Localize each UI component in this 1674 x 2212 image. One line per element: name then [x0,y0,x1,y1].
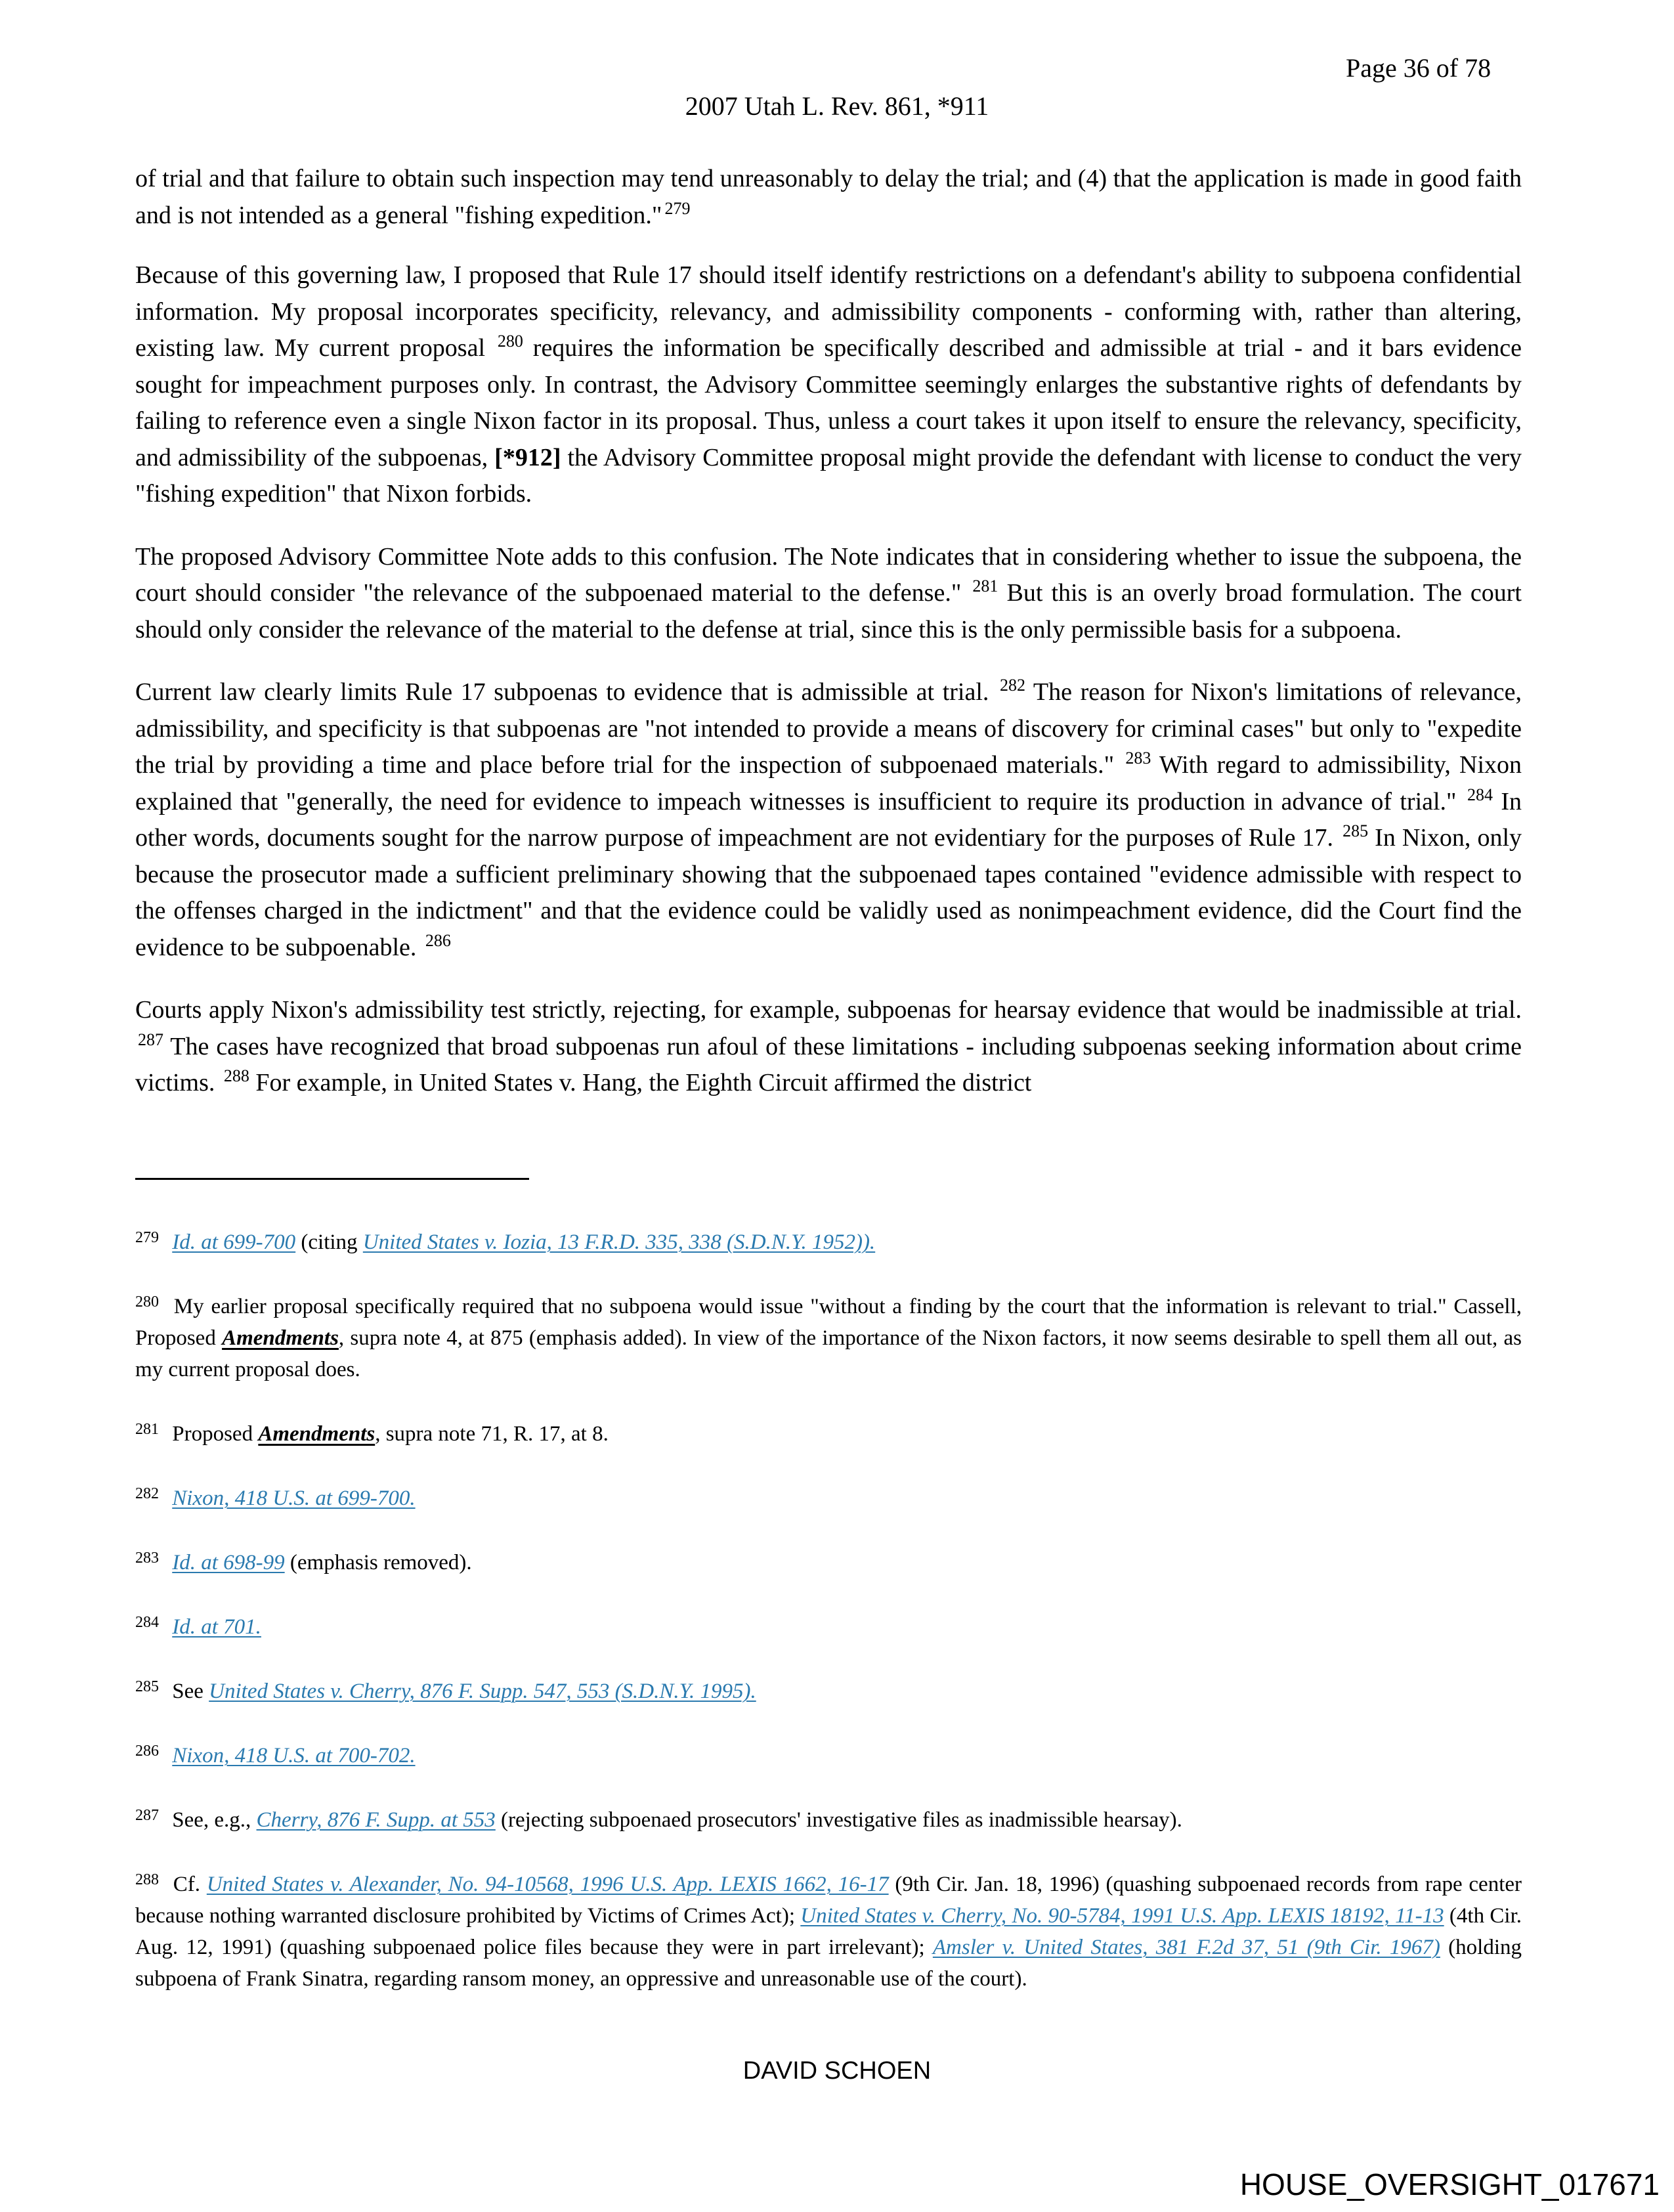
footnote-283: $^{283}$ Id. at 698-99 (emphasis removed). [135,1550,472,1574]
footnote-287: $^{287}$ See, e.g., Cherry, 876 F. Supp. at 553 (rejecting subpoenaed prosecutors' investigative files as inadmissible hearsay). [135,1807,1182,1832]
footnote-285: $^{285}$ See United States v. Cherry, 876 F. Supp. 547, 553 (S.D.N.Y. 1995). [135,1678,756,1703]
citation-link[interactable]: United States v. Cherry, No. 90-5784, 1991 U.S. App. LEXIS 18192, 11-13 [800,1904,1444,1928]
star-page-marker: [*912] [494,443,561,471]
footnote-281: $^{281}$ Proposed Amendments, supra note 71, R. 17, at 8. [135,1421,609,1446]
footnote-ref-279[interactable]: 279 [664,198,691,218]
footnote-ref-280[interactable]: 280 [497,332,523,351]
footnote-ref-282[interactable]: 282 [1000,676,1025,695]
page-number: Page 36 of 78 [1346,53,1492,83]
footnote-286: $^{286}$ Nixon, 418 U.S. at 700-702. [135,1743,416,1767]
footnotes-section [135,1226,1522,2028]
citation-link[interactable]: Id. at 699-700 [172,1230,296,1254]
citation-link[interactable]: Id. at 701. [172,1615,261,1639]
citation-link[interactable]: Nixon, 418 U.S. at 699-700. [172,1486,416,1510]
footnote-288: $^{288}$ Cf. United States v. Alexander, No. 94-10568, 1996 U.S. App. LEXIS 1662, 16-17 (9th Cir. Jan. 18, 1996) (quashing subpoenaed records from rape center because nothing warranted disclosure prohibited by Victims of Crimes Act); United States v. Cherry, No. 90-5784, 1991 U.S. App. LEXIS 18192, 11-13 (4th Cir. Aug. 12, 1991) (quashing subpoenaed police files because they were in part irrelevant); Amsler v. United States, 381 F.2d 37, 51 (9th Cir. 1967) (holding subpoena of Frank Sinatra, regarding ransom money, an oppressive and unreasonable use of the court). [135,1871,1522,1991]
citation-link[interactable]: Id. at 698-99 [172,1551,285,1574]
footnote-282: $^{282}$ Nixon, 418 U.S. at 699-700. [135,1485,416,1510]
footnote-ref-283[interactable]: 283 [1125,748,1151,768]
footnote-divider [135,1178,529,1180]
footnote-280: $^{280}$ My earlier proposal specifically required that no subpoena would issue "without a finding by the court that the information is relevant to trial." Cassell, Proposed Amendments, supra note 4, at 875 (emphasis added). In view of the importance of the Nixon factors, it now seems desirable to spell them all out, as my current proposal does. [135,1293,1522,1381]
emphasized-term: Amendments [222,1326,339,1350]
footnote-279: $^{279}$ Id. at 699-700 (citing United States v. Iozia, 13 F.R.D. 335, 338 (S.D.N.Y. 1952)). [135,1229,876,1254]
footnote-ref-288[interactable]: 288 [223,1066,249,1085]
citation-link[interactable]: Nixon, 418 U.S. at 700-702. [172,1744,416,1767]
footnote-ref-287[interactable]: 287 [138,1030,163,1049]
citation-link[interactable]: United States v. Iozia, 13 F.R.D. 335, 338 (S.D.N.Y. 1952)). [362,1230,876,1254]
footnote-ref-285[interactable]: 285 [1342,821,1369,840]
footnote-ref-281[interactable]: 281 [972,576,998,596]
emphasized-term: Amendments [258,1422,376,1446]
paragraph-committee-note: The proposed Advisory Committee Note adds to this confusion. The Note indicates that in considering whether to issue the subpoena, the court should consider "the relevance of the subpoenaed material to the defense." $^{281}$ But this is an overly broad formulation. The court should only consider the relevance of the material to the defense at trial, since this is the only permissible basis for a subpoena. [135,542,1522,643]
footnote-ref-286[interactable]: 286 [425,930,451,950]
citation-link[interactable]: Amsler v. United States, 381 F.2d 37, 51 (9th Cir. 1967) [932,1936,1440,1959]
citation-link[interactable]: United States v. Alexander, No. 94-10568, 1996 U.S. App. LEXIS 1662, 16-17 [206,1873,889,1896]
paragraph-current-law: Current law clearly limits Rule 17 subpoenas to evidence that is admissible at trial. $^{282}$ The reason for Nixon's limitations of relevance, admissibility, and specificity is that subpoenas are "not intended to provide a means of discovery for criminal cases" but only to "expedite the trial by providing a time and place before trial for the inspection of subpoenaed materials." $^{283}$ With regard to admissibility, Nixon explained that "generally, the need for evidence to impeach witnesses is insufficient to require its production in advance of trial." $^{284}$ In other words, documents sought for the narrow purpose of impeachment are not evidentiary for the purposes of Rule 17. $^{285}$ In Nixon, only because the prosecutor made a sufficient preliminary showing that the subpoenaed tapes contained "evidence admissible with respect to the offenses charged in the indictment" and that the evidence could be validly used as nonimpeachment evidence, did the Court find the evidence to be subpoenable. $^{286}$ [135,676,1522,961]
paragraph-courts-apply: Courts apply Nixon's admissibility test strictly, rejecting, for example, subpoenas for hearsay evidence that would be inadmissible at trial. $^{287}$ The cases have recognized that broad subpoenas run afoul of these limitations - including subpoenas seeking information about crime victims. $^{288}$ For example, in United States v. Hang, the Eighth Circuit affirmed the district [135,996,1522,1096]
citation-link[interactable]: Cherry, 876 F. Supp. at 553 [256,1808,496,1832]
bates-number: HOUSE_OVERSIGHT_017671 [1239,2167,1660,2201]
running-head-citation: 2007 Utah L. Rev. 861, *911 [685,91,989,121]
footnote-ref-284[interactable]: 284 [1467,785,1493,804]
footer-author: DAVID SCHOEN [742,2057,932,2085]
paragraph-governing-law: Because of this governing law, I proposed that Rule 17 should itself identify restrictions on a defendant's ability to subpoena confidential information. My proposal incorporates specificity, relevancy, and admissibility components - conforming with, rather than altering, existing law. My current proposal $^{280}$ requires the information be specifically described and admissible at trial - and it bars evidence sought for impeachment purposes only. In contrast, the Advisory Committee seemingly enlarges the substantive rights of defendants by failing to reference even a single Nixon factor in its proposal. Thus, unless a court takes it upon itself to ensure the relevancy, specificity, and admissibility of the subpoenas, [*912] the Advisory Committee proposal might provide the defendant with license to conduct the very "fishing expedition" that Nixon forbids. [135,261,1522,508]
citation-link[interactable]: United States v. Cherry, 876 F. Supp. 547, 553 (S.D.N.Y. 1995). [209,1680,756,1703]
article-body [135,161,1522,1128]
footnote-284: $^{284}$ Id. at 701. [135,1614,261,1639]
paragraph-continuation: of trial and that failure to obtain such inspection may tend unreasonably to delay the trial; and (4) that the application is made in good faith and is not intended as a general "fishing expedition." $^{279}$ [135,165,1522,229]
